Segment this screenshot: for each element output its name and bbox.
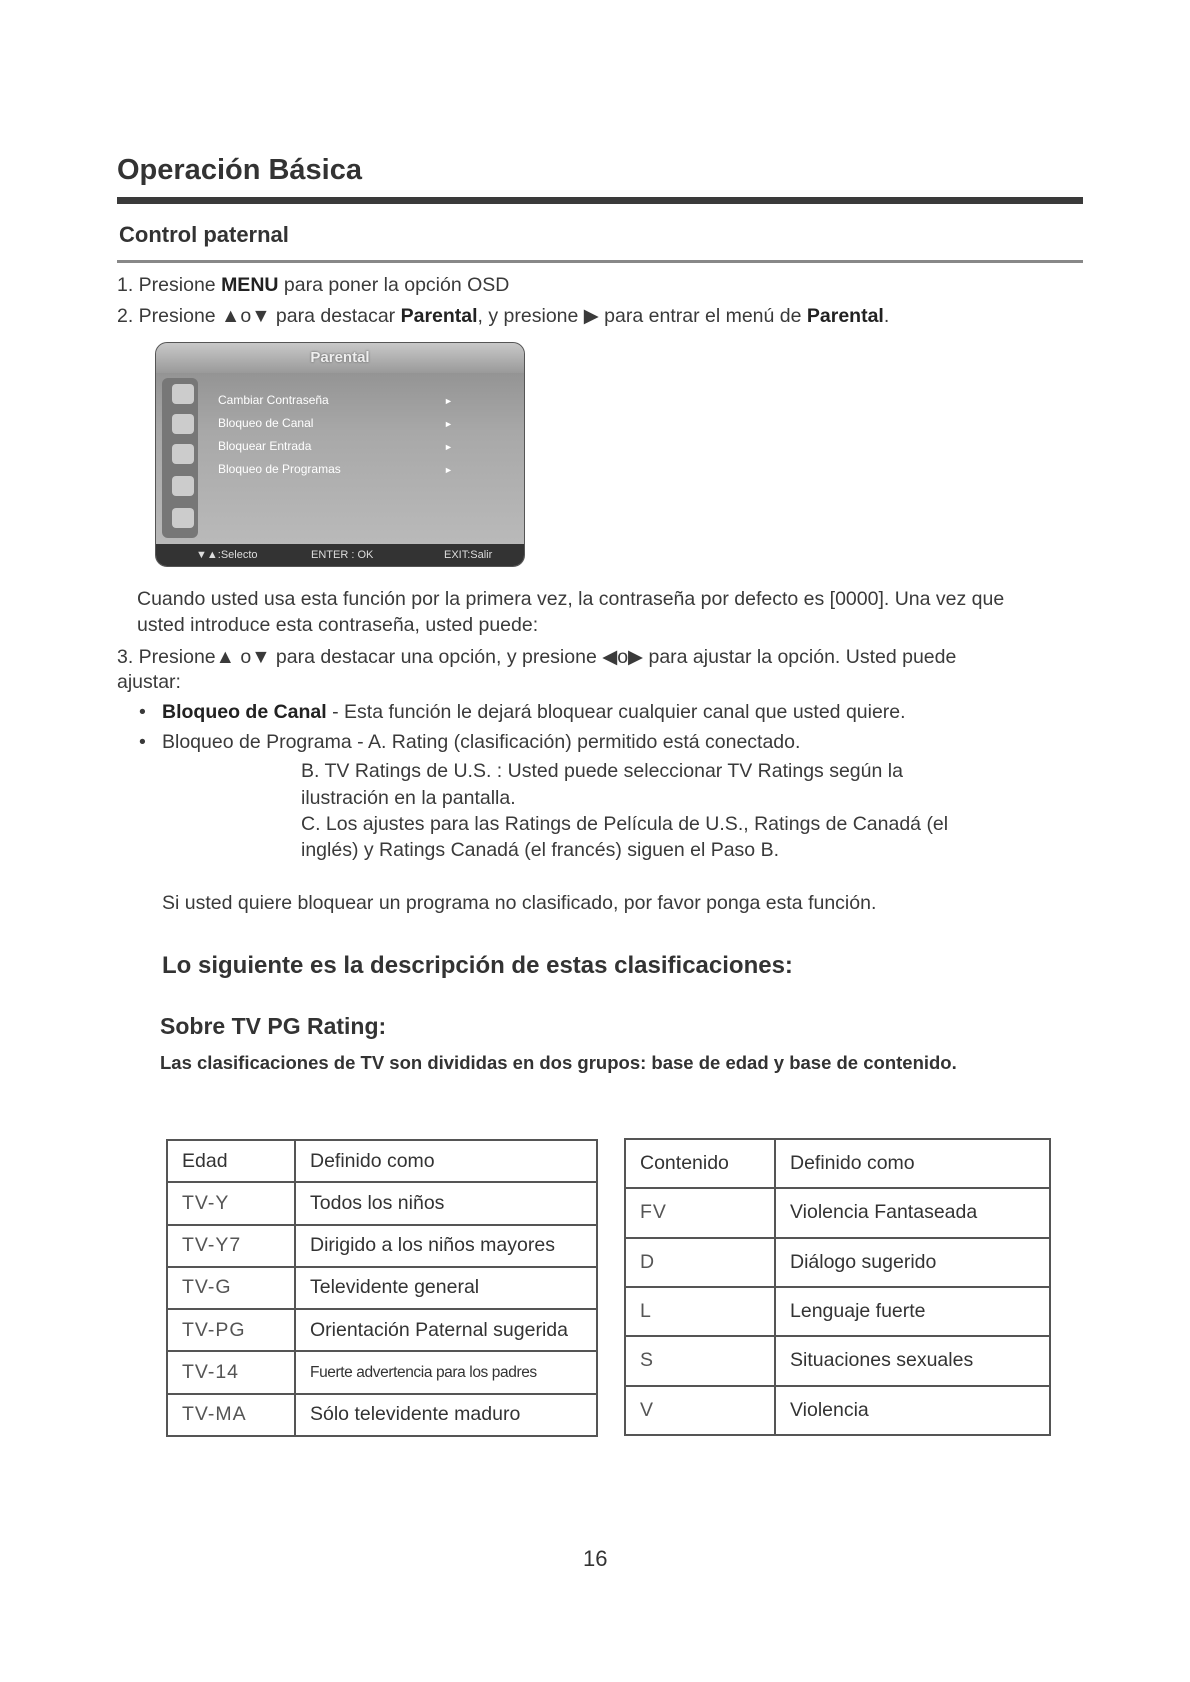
osd-item: Cambiar Contraseña xyxy=(218,393,329,407)
table-row xyxy=(625,1188,1050,1237)
osd-ok-hint: ENTER : OK xyxy=(311,549,374,561)
page-title: Operación Básica xyxy=(117,154,362,186)
rating-code: TV-G xyxy=(167,1267,295,1309)
paragraph: usted introduce esta contraseña, usted puede: xyxy=(137,614,539,636)
paragraph: Cuando usted usa esta función por la primera vez, la contraseña por defecto es [0000]. Una vez que xyxy=(137,588,1005,610)
content-code: L xyxy=(625,1287,775,1336)
content-code: FV xyxy=(625,1188,775,1237)
osd-item: Bloqueo de Canal xyxy=(218,416,314,430)
osd-title: Parental xyxy=(156,343,524,373)
parental-osd-screenshot xyxy=(155,342,525,567)
table-row xyxy=(625,1386,1050,1435)
paragraph: C. Los ajustes para las Ratings de Película de U.S., Ratings de Canadá (el xyxy=(301,813,949,835)
paragraph: B. TV Ratings de U.S. : Usted puede seleccionar TV Ratings según la xyxy=(301,760,903,782)
bullet-channel-lock xyxy=(162,701,906,724)
bold-text: MENU xyxy=(221,274,279,296)
table-row xyxy=(167,1309,597,1351)
rating-description: Todos los niños xyxy=(295,1182,597,1224)
rating-description: Fuerte advertencia para los padres xyxy=(295,1351,597,1393)
content-code: S xyxy=(625,1336,775,1385)
rating-description: Orientación Paternal sugerida xyxy=(295,1309,597,1351)
page-number: 16 xyxy=(583,1546,608,1571)
table-header-row xyxy=(625,1139,1050,1188)
ratings-heading: Lo siguiente es la descripción de estas clasificaciones: xyxy=(162,952,793,979)
text: , y presione ▶ para entrar el menú de xyxy=(477,305,807,327)
picture-icon xyxy=(172,384,194,404)
title-divider xyxy=(117,197,1083,204)
step-3-cont: ajustar: xyxy=(117,671,181,693)
bullet-icon: • xyxy=(139,731,146,753)
content-ratings-table xyxy=(624,1138,1051,1436)
text: 1. Presione xyxy=(117,274,222,296)
ratings-subheading: Sobre TV PG Rating: xyxy=(160,1013,387,1039)
bullet-program-lock: Bloqueo de Programa - A. Rating (clasificación) permitido está conectado. xyxy=(162,731,801,753)
osd-item: Bloqueo de Programas xyxy=(218,462,341,476)
rating-description: Televidente general xyxy=(295,1267,597,1309)
sound-icon xyxy=(172,414,194,434)
bullet-icon: • xyxy=(139,701,146,723)
osd-exit-hint: EXIT:Salir xyxy=(444,549,493,561)
age-ratings-table xyxy=(166,1139,598,1437)
rating-code: TV-Y7 xyxy=(167,1225,295,1267)
osd-sidebar xyxy=(162,378,198,538)
osd-select-hint: ▼▲:Selecto xyxy=(196,549,258,561)
header-cell: Definido como xyxy=(775,1139,1050,1188)
rating-code: TV-PG xyxy=(167,1309,295,1351)
rating-code: TV-MA xyxy=(167,1394,295,1436)
content-description: Violencia xyxy=(775,1386,1050,1435)
table-row xyxy=(625,1287,1050,1336)
header-cell: Contenido xyxy=(625,1139,775,1188)
paragraph: ilustración en la pantalla. xyxy=(301,787,516,809)
content-code: V xyxy=(625,1386,775,1435)
text: 2. Presione ▲o▼ para destacar xyxy=(117,305,401,327)
rating-description: Sólo televidente maduro xyxy=(295,1394,597,1436)
table-row xyxy=(167,1182,597,1224)
note: Si usted quiere bloquear un programa no clasificado, por favor ponga esta función. xyxy=(162,892,877,914)
rating-code: TV-14 xyxy=(167,1351,295,1393)
header-cell: Definido como xyxy=(295,1140,597,1182)
step-1 xyxy=(117,274,509,297)
content-description: Situaciones sexuales xyxy=(775,1336,1050,1385)
bold-text: Bloqueo de Canal xyxy=(162,701,327,723)
section-divider xyxy=(117,260,1083,263)
arrow-right-icon: ► xyxy=(444,419,453,429)
lock-icon xyxy=(172,476,194,496)
arrow-right-icon: ► xyxy=(444,396,453,406)
content-code: D xyxy=(625,1238,775,1287)
bold-text: Parental xyxy=(806,305,884,327)
rating-description: Dirigido a los niños mayores xyxy=(295,1225,597,1267)
header-cell: Edad xyxy=(167,1140,295,1182)
ratings-intro: Las clasificaciones de TV son divididas en dos grupos: base de edad y base de contenido. xyxy=(160,1052,957,1073)
text: . xyxy=(883,305,890,327)
table-row xyxy=(625,1238,1050,1287)
step-2 xyxy=(117,304,889,328)
channel-icon xyxy=(172,508,194,528)
content-description: Lenguaje fuerte xyxy=(775,1287,1050,1336)
paragraph: inglés) y Ratings Canadá (el francés) siguen el Paso B. xyxy=(301,839,779,861)
section-title: Control paternal xyxy=(119,222,289,247)
text: para poner la opción OSD xyxy=(278,274,510,296)
step-3: 3. Presione▲ o▼ para destacar una opción, y presione ◀o▶ para ajustar la opción. Usted puede xyxy=(117,646,957,668)
bold-text: Parental xyxy=(400,305,478,327)
osd-item: Bloquear Entrada xyxy=(218,439,312,453)
table-row xyxy=(167,1394,597,1436)
arrow-right-icon: ► xyxy=(444,465,453,475)
content-description: Violencia Fantaseada xyxy=(775,1188,1050,1237)
rating-code: TV-Y xyxy=(167,1182,295,1224)
osd-footer xyxy=(156,544,524,566)
content-description: Diálogo sugerido xyxy=(775,1238,1050,1287)
table-row xyxy=(625,1336,1050,1385)
text: - Esta función le dejará bloquear cualquier canal que usted quiere. xyxy=(326,701,906,723)
table-row xyxy=(167,1267,597,1309)
table-row xyxy=(167,1225,597,1267)
table-row xyxy=(167,1351,597,1393)
arrow-right-icon: ► xyxy=(444,442,453,452)
table-header-row xyxy=(167,1140,597,1182)
setup-icon xyxy=(172,444,194,464)
